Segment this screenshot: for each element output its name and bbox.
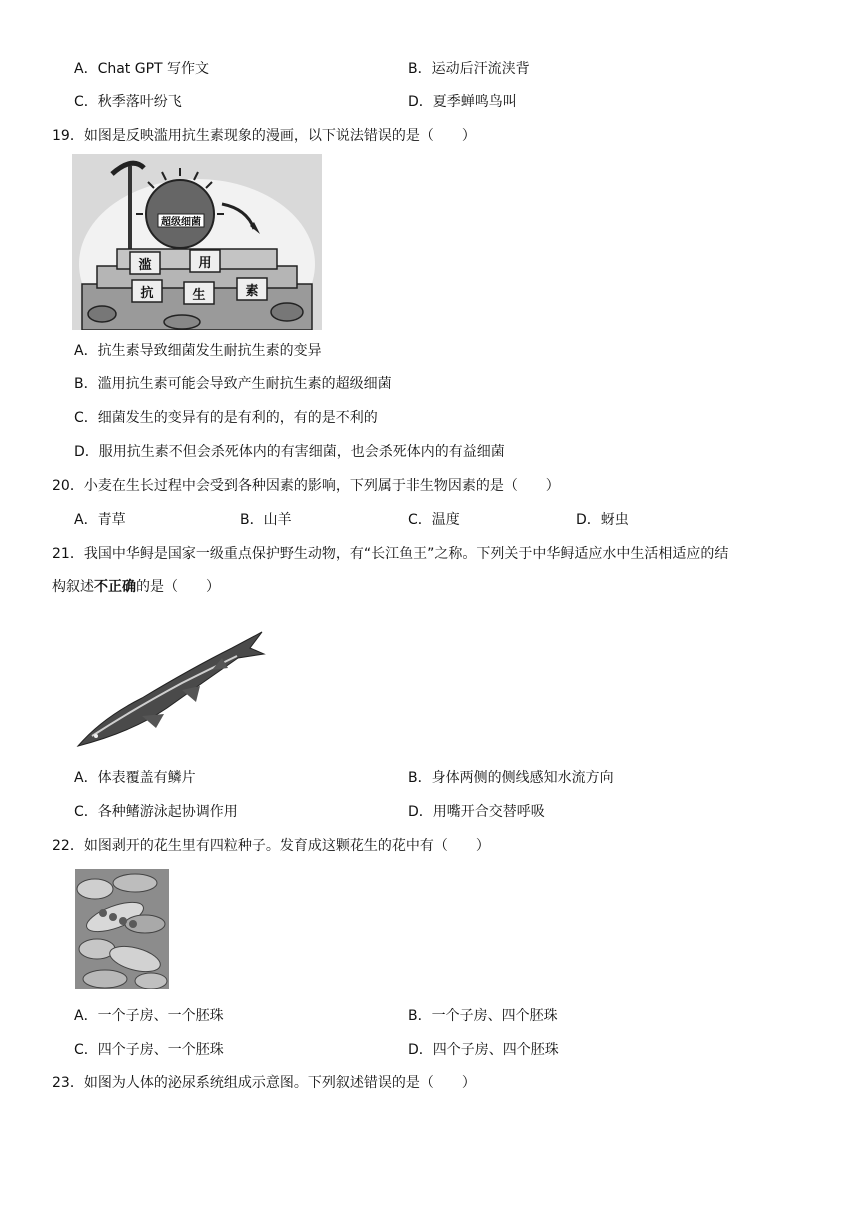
q23-stem: 23．如图为人体的泌尿系统组成示意图。下列叙述错误的是（ ） <box>52 1075 476 1091</box>
q22-peanut-figure <box>75 869 169 989</box>
bacteria-label: 超级细菌 <box>161 217 201 228</box>
q20-option-b: B．山羊 <box>240 512 292 528</box>
jar-label: 生 <box>192 288 206 303</box>
q21-stem-line2 <box>52 577 220 597</box>
q21-stem-post: 的是（ ） <box>136 579 220 595</box>
q21-option-b: B．身体两侧的侧线感知水流方向 <box>408 770 614 786</box>
q21-stem-line1: 21．我国中华鲟是国家一级重点保护野生动物，有“长江鱼王”之称。下列关于中华鲟适应水中生活相适应的结 <box>52 546 729 562</box>
q22-option-d: D．四个子房、四个胚珠 <box>408 1042 559 1058</box>
q20-stem: 20．小麦在生长过程中会受到各种因素的影响，下列属于非生物因素的是（ ） <box>52 478 560 494</box>
jar-label: 滥 <box>138 258 152 273</box>
q21-stem-emphasis: 不正确 <box>94 579 136 595</box>
q19-cartoon-figure <box>72 154 322 330</box>
q20-option-c: C．温度 <box>408 512 460 528</box>
q20-option-a: A．青草 <box>74 512 126 528</box>
q18-option-c: C．秋季落叶纷飞 <box>74 94 182 110</box>
q22-option-c: C．四个子房、一个胚珠 <box>74 1042 224 1058</box>
q22-stem: 22．如图剥开的花生里有四粒种子。发育成这颗花生的花中有（ ） <box>52 838 490 854</box>
q22-option-b: B．一个子房、四个胚珠 <box>408 1008 558 1024</box>
q21-stem-pre: 构叙述 <box>52 579 94 595</box>
q21-sturgeon-figure <box>72 628 268 752</box>
q21-option-d: D．用嘴开合交替呼吸 <box>408 804 545 820</box>
q19-option-c: C．细菌发生的变异有的是有利的，有的是不利的 <box>74 410 378 426</box>
q21-option-c: C．各种鳍游泳起协调作用 <box>74 804 238 820</box>
antibiotic-abuse-cartoon <box>72 154 322 330</box>
q19-stem: 19．如图是反映滥用抗生素现象的漫画，以下说法错误的是（ ） <box>52 128 476 144</box>
q21-option-a: A．体表覆盖有鳞片 <box>74 770 196 786</box>
peanut-photo <box>75 869 169 989</box>
jar-label: 素 <box>245 284 259 299</box>
q22-option-a: A．一个子房、一个胚珠 <box>74 1008 224 1024</box>
q19-option-a: A．抗生素导致细菌发生耐抗生素的变异 <box>74 343 322 359</box>
jar-label: 用 <box>198 256 212 271</box>
q19-option-d: D．服用抗生素不但会杀死体内的有害细菌，也会杀死体内的有益细菌 <box>74 444 505 460</box>
q19-option-b: B．滥用抗生素可能会导致产生耐抗生素的超级细菌 <box>74 376 392 392</box>
q18-option-d: D．夏季蝉鸣鸟叫 <box>408 94 517 110</box>
q18-option-a: A．Chat GPT 写作文 <box>74 61 210 77</box>
sturgeon-illustration <box>72 628 268 752</box>
q20-option-d: D．蚜虫 <box>576 512 629 528</box>
q18-option-b: B．运动后汗流浃背 <box>408 61 530 77</box>
jar-label: 抗 <box>140 286 154 301</box>
